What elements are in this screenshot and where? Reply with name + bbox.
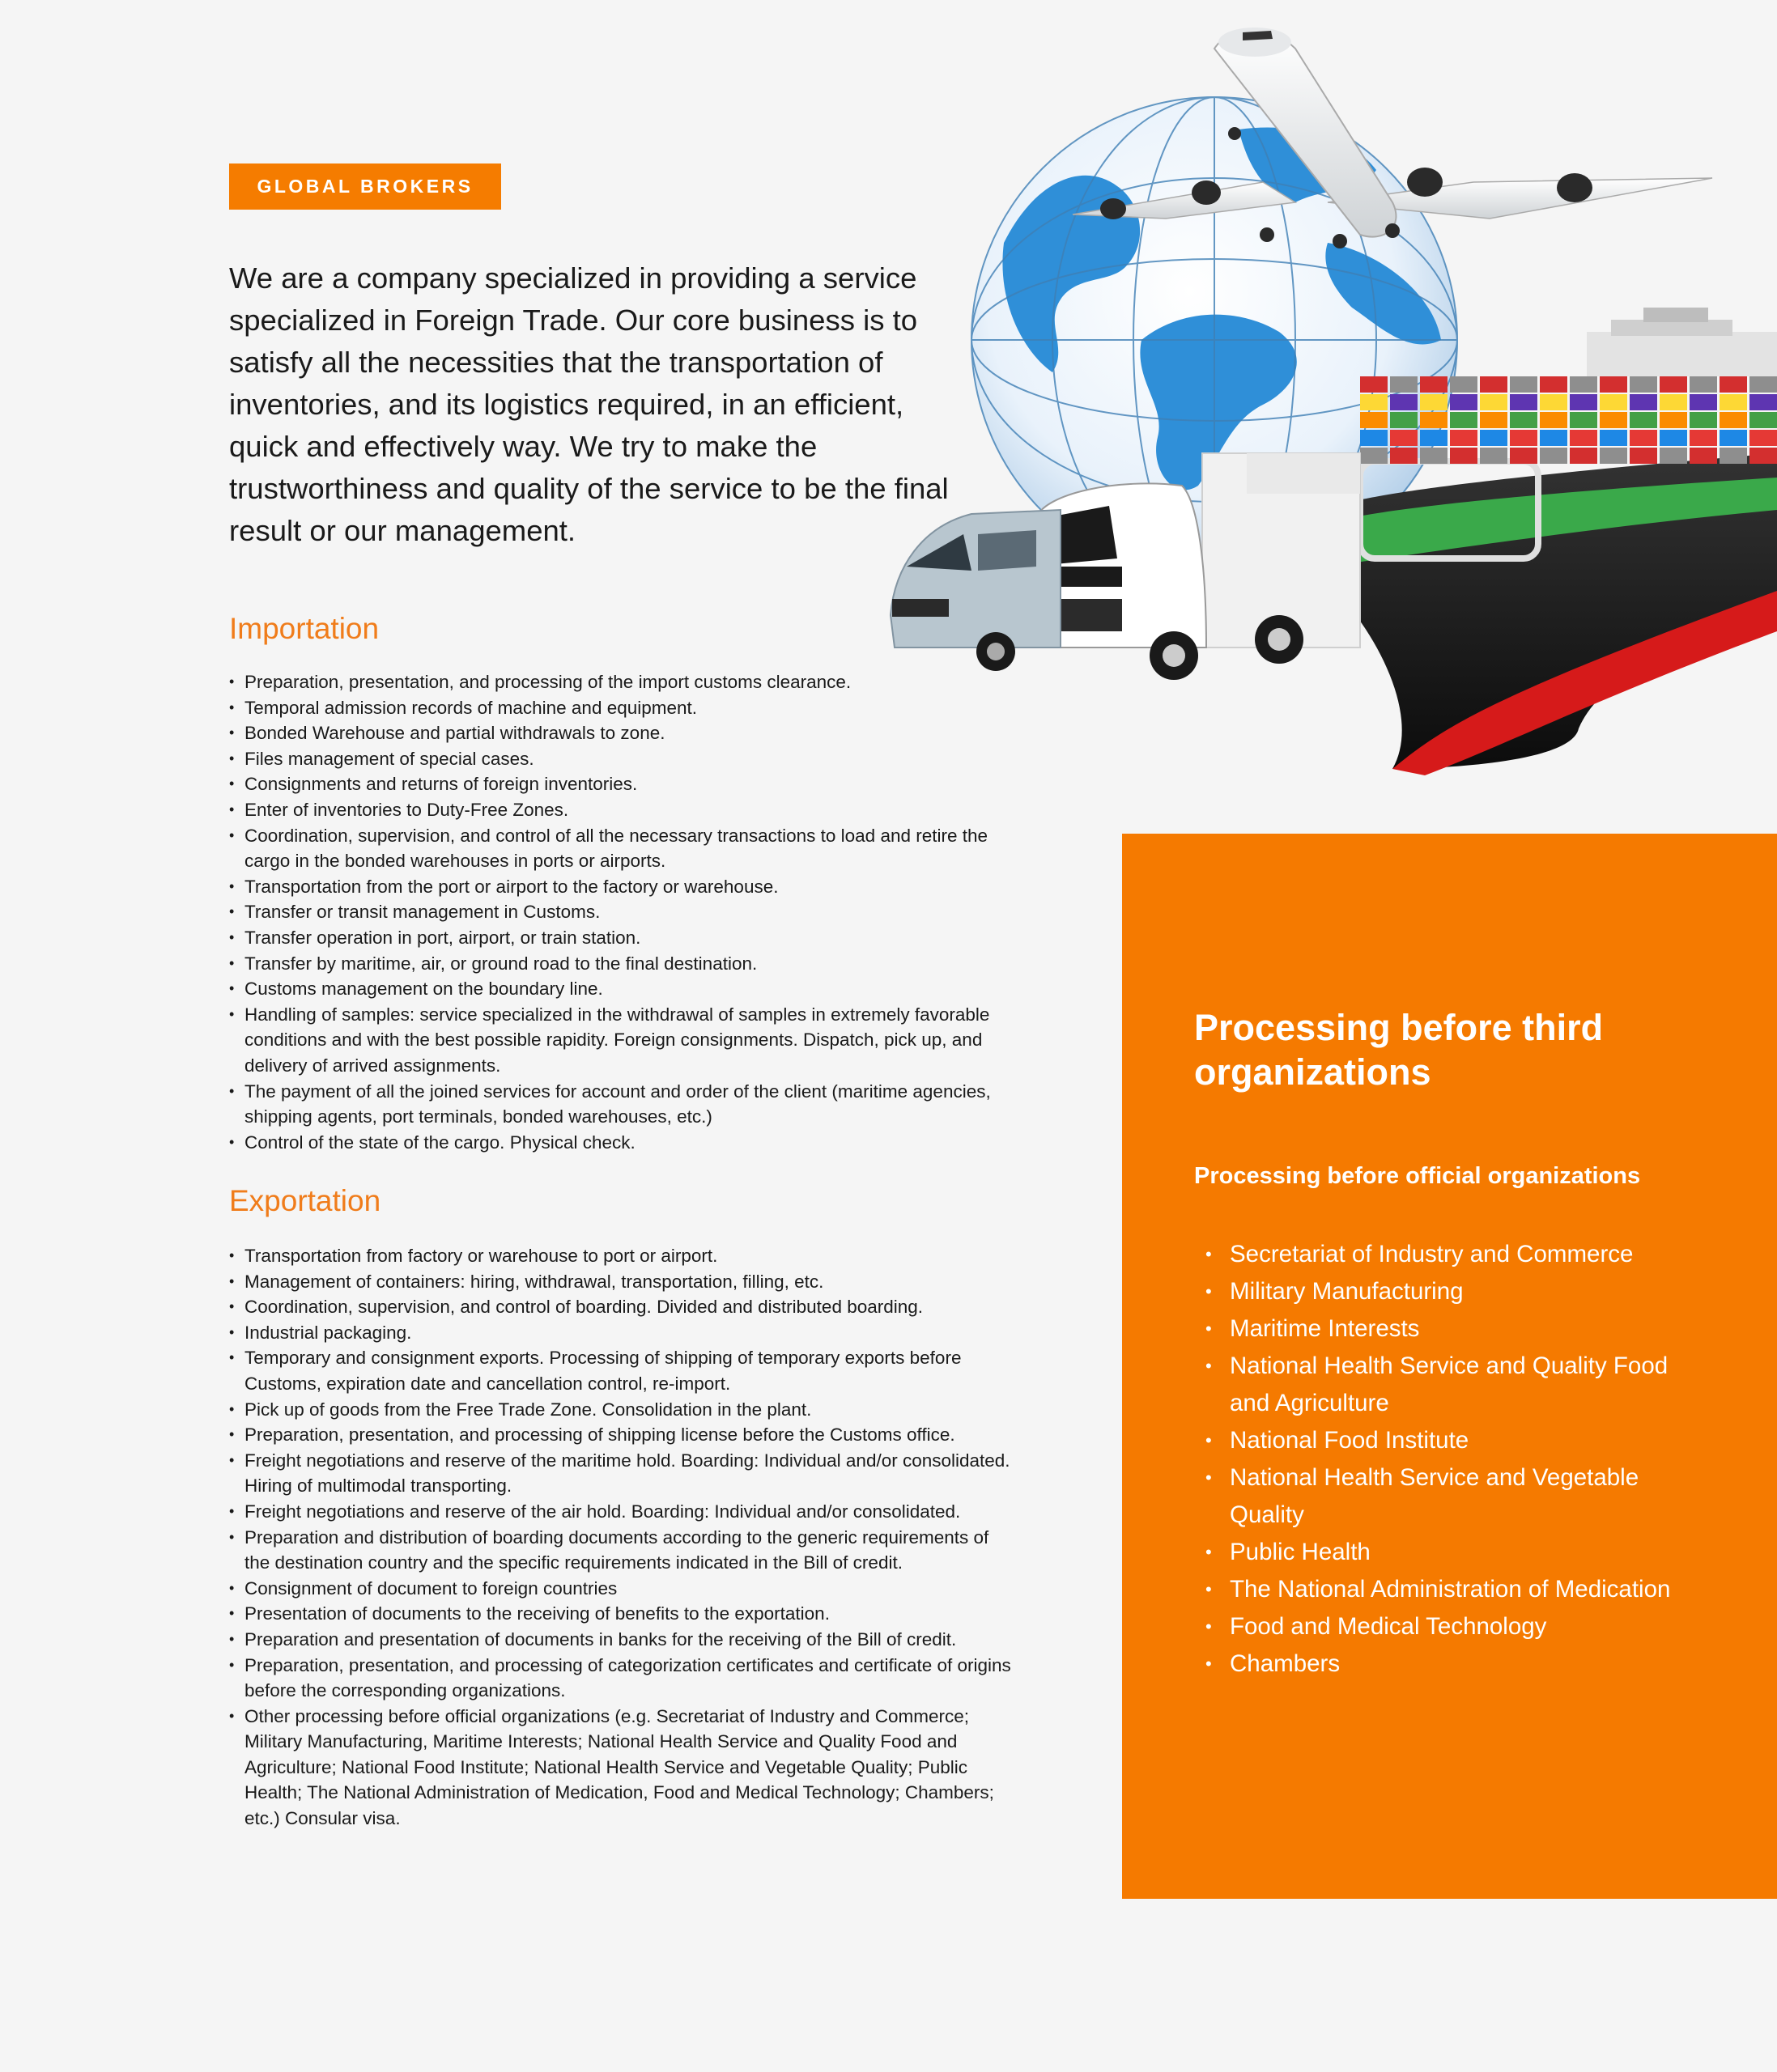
shipping-container-icon xyxy=(1510,430,1537,446)
shipping-container-icon xyxy=(1690,430,1717,446)
organization-item: • Secretariat of Industry and Commerce xyxy=(1194,1236,1680,1273)
exportation-item: • Freight negotiations and reserve of the maritime hold. Boarding: Individual and/or consolidated. Hiring of multimodal transporting. xyxy=(229,1448,1014,1499)
van-icon xyxy=(891,510,1061,671)
panel-title: Processing before third organizations xyxy=(1194,1007,1604,1093)
shipping-container-icon xyxy=(1390,430,1418,446)
shipping-container-icon xyxy=(1720,376,1747,393)
shipping-container-icon xyxy=(1690,376,1717,393)
shipping-container-icon xyxy=(1480,394,1507,410)
shipping-container-icon xyxy=(1450,376,1477,393)
brand-badge: GLOBAL BROKERS xyxy=(229,163,501,210)
shipping-container-icon xyxy=(1450,394,1477,410)
importation-item: • Control of the state of the cargo. Physical check. xyxy=(229,1130,1014,1156)
shipping-container-icon xyxy=(1360,448,1388,464)
shipping-container-icon xyxy=(1420,394,1448,410)
importation-item: • Enter of inventories to Duty-Free Zones. xyxy=(229,797,1014,823)
shipping-container-icon xyxy=(1420,430,1448,446)
shipping-container-icon xyxy=(1630,430,1657,446)
importation-heading: Importation xyxy=(229,612,380,645)
shipping-container-icon xyxy=(1660,430,1687,446)
shipping-container-icon xyxy=(1360,430,1388,446)
shipping-container-icon xyxy=(1510,448,1537,464)
shipping-container-icon xyxy=(1360,394,1388,410)
shipping-container-icon xyxy=(1480,376,1507,393)
shipping-container-icon xyxy=(1720,394,1747,410)
logistics-illustration xyxy=(874,0,1777,809)
organizations-panel xyxy=(1122,834,1777,1899)
importation-item: • Consignments and returns of foreign inventories. xyxy=(229,771,1014,797)
exportation-item: • Other processing before official organizations (e.g. Secretariat of Industry and Commerce; Military Manufacturing, Maritime Interests; National Health Service and Quality Food and Agriculture; National Food Institute; National Health Service and Vegetable Quality; Public Health; The National Administration of Medication, Food and Medical Technology; Chambers; etc.) Consular visa. xyxy=(229,1704,1014,1832)
organization-item: • Chambers xyxy=(1194,1645,1680,1683)
shipping-container-icon xyxy=(1510,376,1537,393)
intro-paragraph: We are a company specialized in providing a service specialized in Foreign Trade. Our core business is to satisfy all the necessities that the transportation of inventories, and its logistics required, in an efficient, quick and effectively way. We try to make the trustworthiness and quality of the service to be the final result or our management. xyxy=(229,261,949,547)
shipping-container-icon xyxy=(1630,394,1657,410)
organization-item: • Food and Medical Technology xyxy=(1194,1608,1680,1645)
importation-item: • Transfer operation in port, airport, or train station. xyxy=(229,925,1014,951)
organization-item: • National Food Institute xyxy=(1194,1422,1680,1459)
shipping-container-icon xyxy=(1720,430,1747,446)
importation-item: • Customs management on the boundary line. xyxy=(229,976,1014,1002)
shipping-container-icon xyxy=(1570,376,1597,393)
exportation-item: • Transportation from factory or warehouse to port or airport. xyxy=(229,1243,1014,1269)
shipping-container-icon xyxy=(1600,448,1627,464)
shipping-container-icon xyxy=(1660,448,1687,464)
importation-item: • Transportation from the port or airport to the factory or warehouse. xyxy=(229,874,1014,900)
shipping-container-icon xyxy=(1420,376,1448,393)
shipping-container-icon xyxy=(1390,448,1418,464)
importation-item: • Transfer by maritime, air, or ground road to the final destination. xyxy=(229,951,1014,977)
shipping-container-icon xyxy=(1600,394,1627,410)
shipping-container-icon xyxy=(1690,448,1717,464)
importation-item: • Transfer or transit management in Customs. xyxy=(229,899,1014,925)
organizations-list xyxy=(1194,1236,1680,1683)
shipping-container-icon xyxy=(1540,412,1567,428)
exportation-item: • Consignment of document to foreign countries xyxy=(229,1576,1014,1602)
shipping-container-icon xyxy=(1690,394,1717,410)
shipping-container-icon xyxy=(1510,412,1537,428)
shipping-container-icon xyxy=(1660,394,1687,410)
shipping-container-icon xyxy=(1360,412,1388,428)
shipping-container-icon xyxy=(1600,430,1627,446)
organization-item: • Maritime Interests xyxy=(1194,1310,1680,1348)
importation-item: • Coordination, supervision, and control of all the necessary transactions to load and retire the cargo in the bonded warehouses in ports or airports. xyxy=(229,823,1014,874)
shipping-container-icon xyxy=(1570,430,1597,446)
shipping-container-icon xyxy=(1600,412,1627,428)
shipping-container-icon xyxy=(1450,412,1477,428)
importation-item: • Files management of special cases. xyxy=(229,746,1014,772)
shipping-container-icon xyxy=(1420,448,1448,464)
organization-item: • National Health Service and Vegetable Quality xyxy=(1194,1459,1680,1534)
exportation-item: • Freight negotiations and reserve of the air hold. Boarding: Individual and/or consolidated. xyxy=(229,1499,1014,1525)
shipping-container-icon xyxy=(1630,412,1657,428)
shipping-container-icon xyxy=(1749,412,1777,428)
shipping-container-icon xyxy=(1540,448,1567,464)
shipping-container-icon xyxy=(1720,448,1747,464)
shipping-container-icon xyxy=(1540,430,1567,446)
exportation-item: • Presentation of documents to the receiving of benefits to the exportation. xyxy=(229,1601,1014,1627)
shipping-container-icon xyxy=(1660,412,1687,428)
shipping-container-icon xyxy=(1390,376,1418,393)
shipping-container-icon xyxy=(1690,412,1717,428)
shipping-container-icon xyxy=(1480,430,1507,446)
exportation-item: • Pick up of goods from the Free Trade Zone. Consolidation in the plant. xyxy=(229,1397,1014,1423)
shipping-container-icon xyxy=(1749,448,1777,464)
shipping-container-icon xyxy=(1420,412,1448,428)
shipping-container-icon xyxy=(1450,448,1477,464)
exportation-item: • Preparation and presentation of documents in banks for the receiving of the Bill of credit. xyxy=(229,1627,1014,1653)
importation-item: • Temporal admission records of machine and equipment. xyxy=(229,695,1014,721)
shipping-container-icon xyxy=(1540,376,1567,393)
importation-item: • Bonded Warehouse and partial withdrawals to zone. xyxy=(229,720,1014,746)
exportation-item: • Management of containers: hiring, withdrawal, transportation, filling, etc. xyxy=(229,1269,1014,1295)
importation-item: • Preparation, presentation, and processing of the import customs clearance. xyxy=(229,669,1014,695)
shipping-container-icon xyxy=(1390,412,1418,428)
organization-item: • The National Administration of Medication xyxy=(1194,1571,1680,1608)
organization-item: • Military Manufacturing xyxy=(1194,1273,1680,1310)
shipping-container-icon xyxy=(1600,376,1627,393)
shipping-container-icon xyxy=(1480,448,1507,464)
shipping-container-icon xyxy=(1570,412,1597,428)
importation-item: • Handling of samples: service specialized in the withdrawal of samples in extremely favorable conditions and with the best possible rapidity. Foreign consignments. Dispatch, pick up, and delivery of arrived assignments. xyxy=(229,1002,1014,1079)
shipping-container-icon xyxy=(1749,376,1777,393)
cargo-ship-icon xyxy=(1311,308,1777,775)
exportation-item: • Preparation, presentation, and processing of shipping license before the Customs office. xyxy=(229,1422,1014,1448)
organization-item: • National Health Service and Quality Food and Agriculture xyxy=(1194,1348,1680,1422)
exportation-item: • Coordination, supervision, and control of boarding. Divided and distributed boarding. xyxy=(229,1294,1014,1320)
shipping-container-icon xyxy=(1630,376,1657,393)
exportation-item: • Industrial packaging. xyxy=(229,1320,1014,1346)
panel-subtitle: Processing before official organizations xyxy=(1194,1163,1641,1189)
shipping-container-icon xyxy=(1360,376,1388,393)
exportation-item: • Preparation and distribution of boarding documents according to the generic requirements of the destination country and the specific requirements indicated in the Bill of credit. xyxy=(229,1525,1014,1576)
shipping-container-icon xyxy=(1480,412,1507,428)
shipping-container-icon xyxy=(1540,394,1567,410)
exportation-item: • Preparation, presentation, and processing of categorization certificates and certificate of origins before the corresponding organizations. xyxy=(229,1653,1014,1704)
shipping-container-icon xyxy=(1749,394,1777,410)
shipping-container-icon xyxy=(1570,448,1597,464)
exportation-item: • Temporary and consignment exports. Processing of shipping of temporary exports before Customs, expiration date and cancellation control, re-import. xyxy=(229,1345,1014,1396)
shipping-container-icon xyxy=(1749,430,1777,446)
shipping-container-icon xyxy=(1570,394,1597,410)
organization-item: • Public Health xyxy=(1194,1534,1680,1571)
shipping-container-icon xyxy=(1390,394,1418,410)
shipping-container-icon xyxy=(1510,394,1537,410)
exportation-heading: Exportation xyxy=(229,1184,381,1217)
exportation-list xyxy=(229,1243,1014,1832)
shipping-container-icon xyxy=(1630,448,1657,464)
shipping-container-icon xyxy=(1660,376,1687,393)
shipping-container-icon xyxy=(1720,412,1747,428)
shipping-container-icon xyxy=(1450,430,1477,446)
importation-item: • The payment of all the joined services for account and order of the client (maritime agencies, shipping agents, port terminals, bonded warehouses, etc.) xyxy=(229,1079,1014,1130)
